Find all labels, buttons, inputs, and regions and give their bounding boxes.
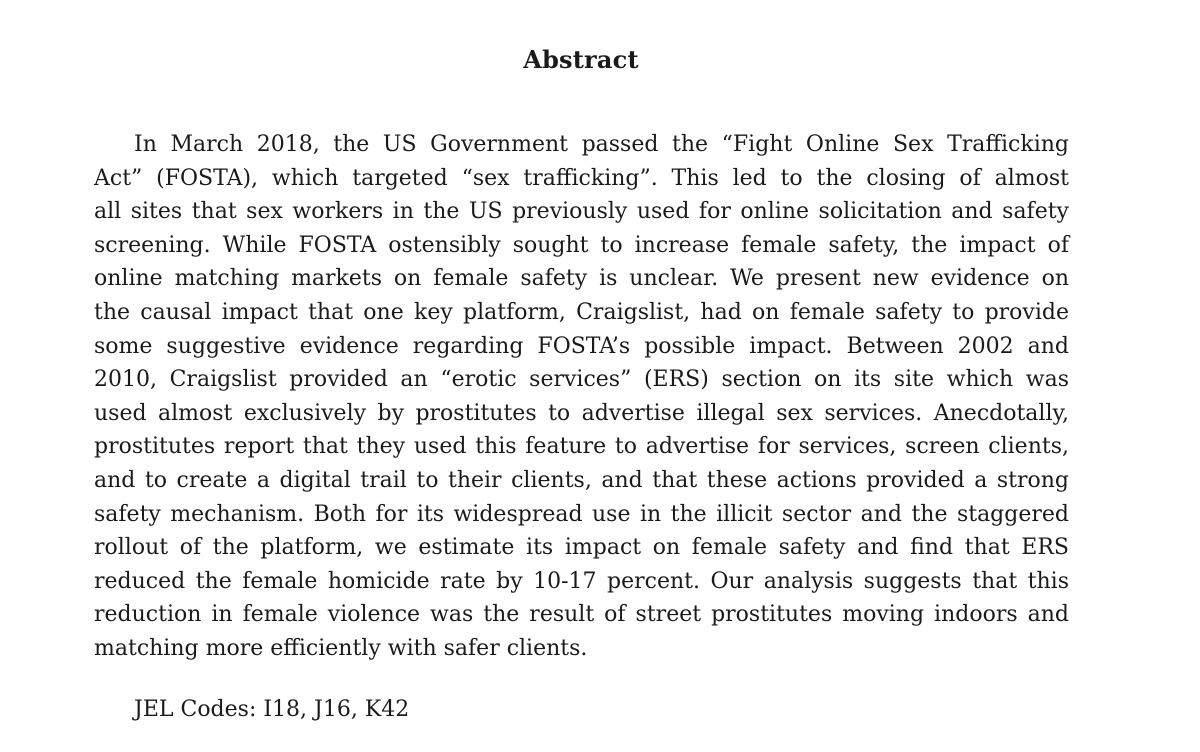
abstract-line: used almost exclusively by prostitutes to advertise illegal sex services. Anecdotally, bbox=[94, 400, 1069, 426]
abstract-line: all sites that sex workers in the US previously used for online solicitation and safety bbox=[94, 199, 1069, 225]
abstract-paragraph bbox=[94, 128, 1069, 666]
abstract-line: and to create a digital trail to their clients, and that these actions provided a strong bbox=[94, 467, 1069, 493]
abstract-line: Act” (FOSTA), which targeted “sex trafficking”. This led to the closing of almost bbox=[94, 165, 1069, 191]
abstract-heading: Abstract bbox=[523, 45, 639, 74]
abstract-line: reduced the female homicide rate by 10-17 percent. Our analysis suggests that this bbox=[94, 568, 1069, 594]
abstract-line: In March 2018, the US Government passed the “Fight Online Sex Trafficking bbox=[134, 132, 1069, 157]
abstract-line: safety mechanism. Both for its widespread use in the illicit sector and the staggered bbox=[94, 501, 1069, 527]
abstract-line: prostitutes report that they used this feature to advertise for services, screen clients, bbox=[94, 434, 1069, 460]
jel-codes: JEL Codes: I18, J16, K42 bbox=[134, 697, 410, 722]
abstract-line: online matching markets on female safety is unclear. We present new evidence on bbox=[94, 266, 1069, 292]
abstract-line: some suggestive evidence regarding FOSTA’s possible impact. Between 2002 and bbox=[94, 333, 1069, 359]
abstract-line: rollout of the platform, we estimate its impact on female safety and find that ERS bbox=[94, 535, 1069, 561]
abstract-line: matching more efficiently with safer clients. bbox=[94, 635, 588, 661]
abstract-line: 2010, Craigslist provided an “erotic services” (ERS) section on its site which was bbox=[94, 367, 1069, 393]
abstract-line: the causal impact that one key platform, Craigslist, had on female safety to provide bbox=[94, 299, 1069, 325]
abstract-line: screening. While FOSTA ostensibly sought to increase female safety, the impact of bbox=[94, 232, 1069, 258]
abstract-line: reduction in female violence was the result of street prostitutes moving indoors and bbox=[94, 602, 1069, 628]
